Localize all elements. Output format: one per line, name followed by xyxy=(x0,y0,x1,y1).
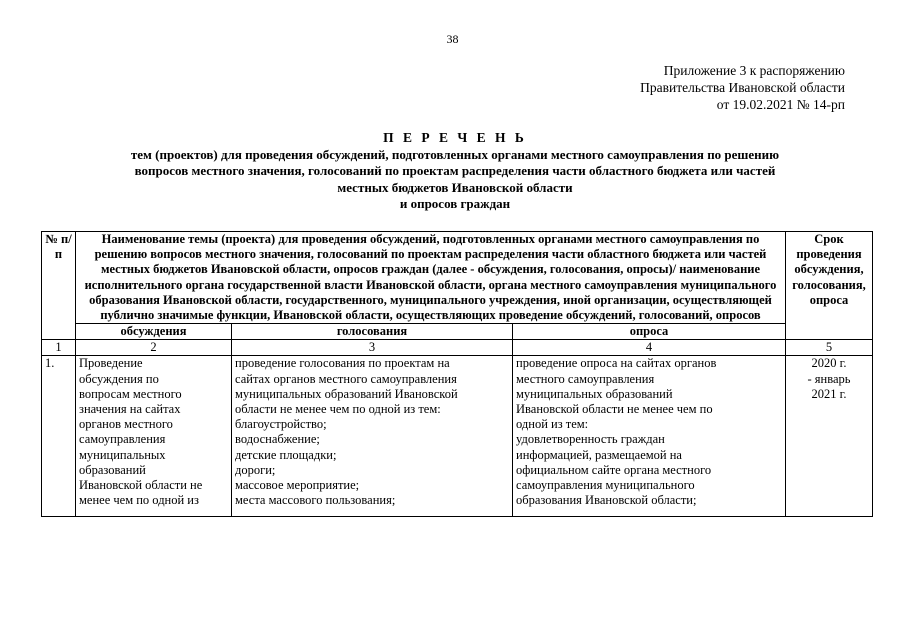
appendix-line-2: Правительства Ивановской области xyxy=(640,80,845,95)
subheader-discussion: обсуждения xyxy=(76,324,232,340)
cell-line: дороги; xyxy=(235,462,276,477)
cell-line: водоснабжение; xyxy=(235,432,320,447)
col-number: 2 xyxy=(76,340,232,356)
cell-line: одной из тем: xyxy=(516,417,589,432)
appendix-line-3: от 19.02.2021 № 14-рп xyxy=(716,97,845,112)
cell-line: проведение опроса на сайтах органов xyxy=(516,356,717,371)
page-number: 38 xyxy=(446,32,459,46)
cell-line: самоуправления муниципального xyxy=(516,478,695,493)
table-header-row xyxy=(42,232,873,324)
row-term xyxy=(786,356,873,517)
title-line-3: местных бюджетов Ивановской области xyxy=(337,179,573,195)
cell-line: Ивановской области не менее чем по xyxy=(516,402,713,417)
table-subheader-row xyxy=(42,324,873,340)
col-number: 4 xyxy=(513,340,786,356)
term-line: 2020 г. xyxy=(811,356,847,371)
cell-line: области не менее чем по одной из тем: xyxy=(235,402,441,417)
cell-line: образования Ивановской области; xyxy=(516,493,697,508)
header-num: № п/п xyxy=(42,232,76,340)
row-discussion xyxy=(76,356,232,517)
appendix-line-1: Приложение 3 к распоряжению xyxy=(663,63,845,78)
cell-line: детские площадки; xyxy=(235,447,337,462)
cell-line: массовое мероприятие; xyxy=(235,478,360,493)
cell-line: муниципальных xyxy=(79,447,166,462)
cell-line: проведение голосования по проектам на xyxy=(235,356,450,371)
title-heading: П Е Р Е Ч Е Н Ь xyxy=(383,130,527,145)
cell-line: местного самоуправления xyxy=(516,371,655,386)
row-voting xyxy=(232,356,513,517)
title-line-1: тем (проектов) для проведения обсуждений, подготовленных органами местного самоуправления по решению xyxy=(130,146,780,162)
document-title xyxy=(40,130,870,213)
row-survey xyxy=(513,356,786,517)
subheader-survey: опроса xyxy=(513,324,786,340)
cell-line: образований xyxy=(79,462,146,477)
cell-line: обсуждения по xyxy=(79,371,159,386)
col-number: 3 xyxy=(232,340,513,356)
cell-line: Ивановской области не xyxy=(79,478,203,493)
cell-line: муниципальных образований Ивановской xyxy=(235,386,458,401)
cell-line: органов местного xyxy=(79,417,173,432)
table-row xyxy=(42,356,873,517)
cell-line: сайтах органов местного самоуправления xyxy=(235,371,457,386)
cell-line: места массового пользования; xyxy=(235,493,396,508)
header-topic: Наименование темы (проекта) для проведения обсуждений, подготовленных органами местного самоуправления по решению вопросов местного значения, голосований по проектам распределения части областного бюджета или частей местных бюджетов Ивановской области, опросов граждан (далее - обсуждения, голосования, опросы)/ наименование исполнительного органа государственной власти Ивановской области, органа местного самоуправления муниципального образования Ивановской области, государственного, муниципального учреждения, иной организации, осуществляющей публично значимые функции, Ивановской области, осуществляющих проведение обсуждений, голосований, опросов xyxy=(76,232,786,324)
col-number: 1 xyxy=(42,340,76,356)
header-term: Срок проведения обсуждения, голосования, опроса xyxy=(786,232,873,340)
column-numbers-row xyxy=(42,340,873,356)
col-number: 5 xyxy=(786,340,873,356)
cell-line: самоуправления xyxy=(79,432,166,447)
term-line: 2021 г. xyxy=(811,386,847,401)
cell-line: значения на сайтах xyxy=(79,402,181,417)
cell-line: вопросам местного xyxy=(79,386,182,401)
cell-line: официальном сайте органа местного xyxy=(516,462,712,477)
title-line-4: и опросов граждан xyxy=(399,196,511,211)
cell-line: удовлетворенность граждан xyxy=(516,432,665,447)
cell-line: менее чем по одной из xyxy=(79,493,199,508)
topics-table xyxy=(41,231,873,517)
row-num: 1. xyxy=(42,356,76,517)
cell-line: благоустройство; xyxy=(235,417,327,432)
term-line: - январь xyxy=(807,371,851,386)
appendix-note xyxy=(640,62,845,113)
subheader-voting: голосования xyxy=(232,324,513,340)
cell-line: муниципальных образований xyxy=(516,386,673,401)
cell-line: Проведение xyxy=(79,356,143,371)
cell-line: информацией, размещаемой на xyxy=(516,447,682,462)
title-line-2: вопросов местного значения, голосований по проектам распределения части областного бюджета или частей xyxy=(134,163,776,178)
